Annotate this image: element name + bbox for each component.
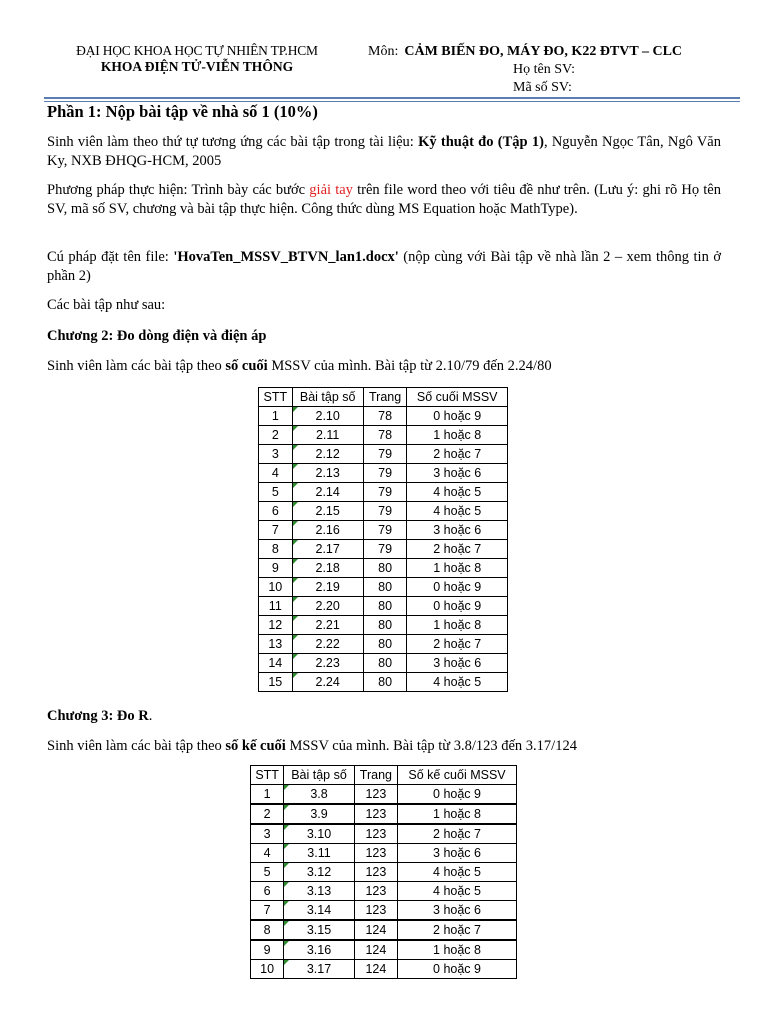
table-cell: 7 bbox=[259, 521, 293, 540]
table-cell: 15 bbox=[259, 673, 293, 692]
chapter3-table bbox=[250, 765, 517, 979]
table-cell: 14 bbox=[259, 654, 293, 673]
table-row bbox=[251, 863, 517, 882]
header-course bbox=[368, 43, 748, 97]
table-row bbox=[259, 540, 508, 559]
table-row bbox=[251, 824, 517, 844]
table-row bbox=[259, 464, 508, 483]
table-cell: 3 bbox=[259, 445, 293, 464]
table-cell: 2.23 bbox=[292, 654, 363, 673]
chapter3-intro bbox=[47, 737, 721, 756]
table-cell: 2 bbox=[251, 804, 284, 824]
column-header: Trang bbox=[363, 388, 407, 407]
table-cell: 80 bbox=[363, 616, 407, 635]
table-cell: 1 hoặc 8 bbox=[407, 559, 508, 578]
table-cell: 2 hoặc 7 bbox=[407, 540, 508, 559]
paragraph-list-intro: Các bài tập như sau: bbox=[47, 297, 166, 313]
paragraph-filename bbox=[47, 248, 721, 286]
table-cell: 9 bbox=[259, 559, 293, 578]
emphasis: số kế cuối bbox=[225, 738, 286, 754]
filename-pattern: 'HovaTen_MSSV_BTVN_lan1.docx' bbox=[173, 249, 399, 265]
table-cell: 2.14 bbox=[292, 483, 363, 502]
table-cell: 4 hoặc 5 bbox=[407, 673, 508, 692]
table-cell: 2 hoặc 7 bbox=[407, 445, 508, 464]
table-cell: 78 bbox=[363, 407, 407, 426]
column-header: STT bbox=[251, 766, 284, 785]
chapter3-title bbox=[47, 707, 721, 726]
column-header: Bài tập số bbox=[292, 388, 363, 407]
table-row bbox=[259, 521, 508, 540]
table-cell: 123 bbox=[354, 804, 397, 824]
table-row bbox=[259, 654, 508, 673]
text: Sinh viên làm các bài tập theo bbox=[47, 738, 226, 754]
table-cell: 0 hoặc 9 bbox=[407, 578, 508, 597]
emphasis: số cuối bbox=[225, 358, 268, 374]
column-header: Trang bbox=[354, 766, 397, 785]
table-row bbox=[251, 804, 517, 824]
table-cell: 2 hoặc 7 bbox=[398, 824, 517, 844]
table-cell: 10 bbox=[251, 960, 284, 979]
table-cell: 8 bbox=[259, 540, 293, 559]
column-header: Bài tập số bbox=[284, 766, 354, 785]
table-cell: 1 bbox=[259, 407, 293, 426]
table-cell: 6 bbox=[259, 502, 293, 521]
table-cell: 7 bbox=[251, 901, 284, 921]
table-cell: 79 bbox=[363, 483, 407, 502]
highlight-text: giải tay bbox=[309, 182, 353, 198]
table-cell: 80 bbox=[363, 654, 407, 673]
table-cell: 123 bbox=[354, 844, 397, 863]
table-row bbox=[259, 445, 508, 464]
header-institution bbox=[52, 43, 342, 75]
text: . bbox=[148, 708, 153, 724]
table-row bbox=[251, 960, 517, 979]
table-cell: 6 bbox=[251, 882, 284, 901]
table-header-row bbox=[259, 388, 508, 407]
table-cell: 12 bbox=[259, 616, 293, 635]
table-cell: 3.9 bbox=[284, 804, 354, 824]
table-cell: 3 hoặc 6 bbox=[398, 901, 517, 921]
table-cell: 1 bbox=[251, 785, 284, 805]
table-cell: 4 hoặc 5 bbox=[407, 483, 508, 502]
course-label: Môn: bbox=[368, 44, 399, 59]
paragraph-reference bbox=[47, 133, 721, 171]
column-header: Số cuối MSSV bbox=[407, 388, 508, 407]
table-cell: 3.14 bbox=[284, 901, 354, 921]
table-cell: 79 bbox=[363, 502, 407, 521]
table-cell: 3 hoặc 6 bbox=[407, 654, 508, 673]
table-cell: 2.16 bbox=[292, 521, 363, 540]
table-cell: 0 hoặc 9 bbox=[407, 597, 508, 616]
column-header: Số kế cuối MSSV bbox=[398, 766, 517, 785]
table-cell: 80 bbox=[363, 578, 407, 597]
table-cell: 123 bbox=[354, 824, 397, 844]
text: MSSV của mình. Bài tập từ 2.10/79 đến 2.24/80 bbox=[267, 358, 552, 374]
text: (nộp cùng với Bài tập về nhà lần 2 – xem thông tin ở phần 2) bbox=[47, 249, 721, 284]
header-divider bbox=[44, 97, 740, 99]
table-row bbox=[251, 901, 517, 921]
course-name: CẢM BIẾN ĐO, MÁY ĐO, K22 ĐTVT – CLC bbox=[404, 44, 683, 59]
book-title: Kỹ thuật đo (Tập 1) bbox=[418, 134, 544, 150]
table-cell: 9 bbox=[251, 940, 284, 960]
faculty-name: KHOA ĐIỆN TỬ-VIỄN THÔNG bbox=[100, 59, 294, 74]
paragraph-method bbox=[47, 181, 721, 219]
table-cell: 1 hoặc 8 bbox=[407, 426, 508, 445]
table-cell: 2 bbox=[259, 426, 293, 445]
table-cell: 2.12 bbox=[292, 445, 363, 464]
table-cell: 4 hoặc 5 bbox=[398, 863, 517, 882]
table-cell: 3 hoặc 6 bbox=[407, 521, 508, 540]
table-cell: 2.19 bbox=[292, 578, 363, 597]
table-row bbox=[251, 844, 517, 863]
table-cell: 123 bbox=[354, 785, 397, 805]
table-row bbox=[259, 559, 508, 578]
table-cell: 1 hoặc 8 bbox=[407, 616, 508, 635]
table-cell: 80 bbox=[363, 559, 407, 578]
table-header-row bbox=[251, 766, 517, 785]
part-title: Phần 1: Nộp bài tập về nhà số 1 (10%) bbox=[47, 102, 318, 121]
chapter2-table bbox=[258, 387, 508, 692]
table-row bbox=[251, 882, 517, 901]
table-row bbox=[259, 426, 508, 445]
table-cell: 4 bbox=[259, 464, 293, 483]
table-cell: 3.11 bbox=[284, 844, 354, 863]
table-cell: 80 bbox=[363, 597, 407, 616]
table-cell: 2.22 bbox=[292, 635, 363, 654]
chapter-title-text: Chương 3: Đo R bbox=[47, 708, 149, 724]
table-cell: 80 bbox=[363, 635, 407, 654]
table-cell: 2.13 bbox=[292, 464, 363, 483]
table-row bbox=[259, 635, 508, 654]
table-row bbox=[259, 502, 508, 521]
table-cell: 123 bbox=[354, 901, 397, 921]
table-cell: 3 hoặc 6 bbox=[407, 464, 508, 483]
table-cell: 123 bbox=[354, 863, 397, 882]
table-cell: 1 hoặc 8 bbox=[398, 940, 517, 960]
table-row bbox=[259, 407, 508, 426]
table-cell: 2.15 bbox=[292, 502, 363, 521]
table-cell: 5 bbox=[259, 483, 293, 502]
table-cell: 10 bbox=[259, 578, 293, 597]
table-cell: 13 bbox=[259, 635, 293, 654]
column-header: STT bbox=[259, 388, 293, 407]
table-cell: 2 hoặc 7 bbox=[398, 920, 517, 940]
student-name-label: Họ tên SV: bbox=[513, 62, 575, 77]
table-cell: 78 bbox=[363, 426, 407, 445]
table-cell: 79 bbox=[363, 540, 407, 559]
table-cell: 3 hoặc 6 bbox=[398, 844, 517, 863]
table-row bbox=[259, 673, 508, 692]
table-cell: 3.12 bbox=[284, 863, 354, 882]
table-row bbox=[259, 616, 508, 635]
table-cell: 0 hoặc 9 bbox=[407, 407, 508, 426]
table-cell: 124 bbox=[354, 960, 397, 979]
table-cell: 4 bbox=[251, 844, 284, 863]
table-cell: 3.16 bbox=[284, 940, 354, 960]
table-cell: 2.18 bbox=[292, 559, 363, 578]
table-cell: 2.20 bbox=[292, 597, 363, 616]
table-row bbox=[251, 920, 517, 940]
table-cell: 0 hoặc 9 bbox=[398, 785, 517, 805]
table-cell: 124 bbox=[354, 940, 397, 960]
table-cell: 2.24 bbox=[292, 673, 363, 692]
table-cell: 4 hoặc 5 bbox=[407, 502, 508, 521]
table-cell: 3.15 bbox=[284, 920, 354, 940]
chapter2-title: Chương 2: Đo dòng điện và điện áp bbox=[47, 328, 267, 344]
text: MSSV của mình. Bài tập từ 3.8/123 đến 3.17/124 bbox=[285, 738, 577, 754]
table-cell: 0 hoặc 9 bbox=[398, 960, 517, 979]
table-cell: 3.13 bbox=[284, 882, 354, 901]
table-row bbox=[259, 597, 508, 616]
table-row bbox=[251, 785, 517, 805]
table-cell: 11 bbox=[259, 597, 293, 616]
table-cell: 79 bbox=[363, 521, 407, 540]
text: Cú pháp đặt tên file: bbox=[47, 249, 174, 265]
university-name: ĐẠI HỌC KHOA HỌC TỰ NHIÊN TP.HCM bbox=[76, 43, 318, 58]
text: trên file word theo với tiêu đề như trên. (Lưu ý: ghi rõ Họ tên SV, mã số SV, chương và bài tập thực hiện. Công thức dùng MS Equation hoặc MathType). bbox=[47, 182, 721, 217]
table-cell: 8 bbox=[251, 920, 284, 940]
text: Sinh viên làm theo thứ tự tương ứng các bài tập trong tài liệu: bbox=[47, 134, 419, 150]
text: Phương pháp thực hiện: Trình bày các bước bbox=[47, 182, 310, 198]
table-cell: 80 bbox=[363, 673, 407, 692]
table-cell: 124 bbox=[354, 920, 397, 940]
table-row bbox=[251, 940, 517, 960]
text: Sinh viên làm các bài tập theo bbox=[47, 358, 226, 374]
table-cell: 2.11 bbox=[292, 426, 363, 445]
table-cell: 3.10 bbox=[284, 824, 354, 844]
table-cell: 3.8 bbox=[284, 785, 354, 805]
table-cell: 2.10 bbox=[292, 407, 363, 426]
chapter2-intro bbox=[47, 357, 721, 376]
table-cell: 4 hoặc 5 bbox=[398, 882, 517, 901]
student-id-label: Mã số SV: bbox=[513, 80, 572, 95]
table-cell: 3 bbox=[251, 824, 284, 844]
table-cell: 79 bbox=[363, 445, 407, 464]
table-cell: 1 hoặc 8 bbox=[398, 804, 517, 824]
table-cell: 79 bbox=[363, 464, 407, 483]
table-cell: 5 bbox=[251, 863, 284, 882]
table-cell: 2 hoặc 7 bbox=[407, 635, 508, 654]
text: , Nguyễn Ngọc Tân, Ngô Văn Ky, NXB ĐHQG-HCM, 2005 bbox=[47, 134, 721, 169]
table-row bbox=[259, 578, 508, 597]
table-cell: 2.17 bbox=[292, 540, 363, 559]
table-cell: 123 bbox=[354, 882, 397, 901]
table-cell: 3.17 bbox=[284, 960, 354, 979]
table-row bbox=[259, 483, 508, 502]
table-cell: 2.21 bbox=[292, 616, 363, 635]
